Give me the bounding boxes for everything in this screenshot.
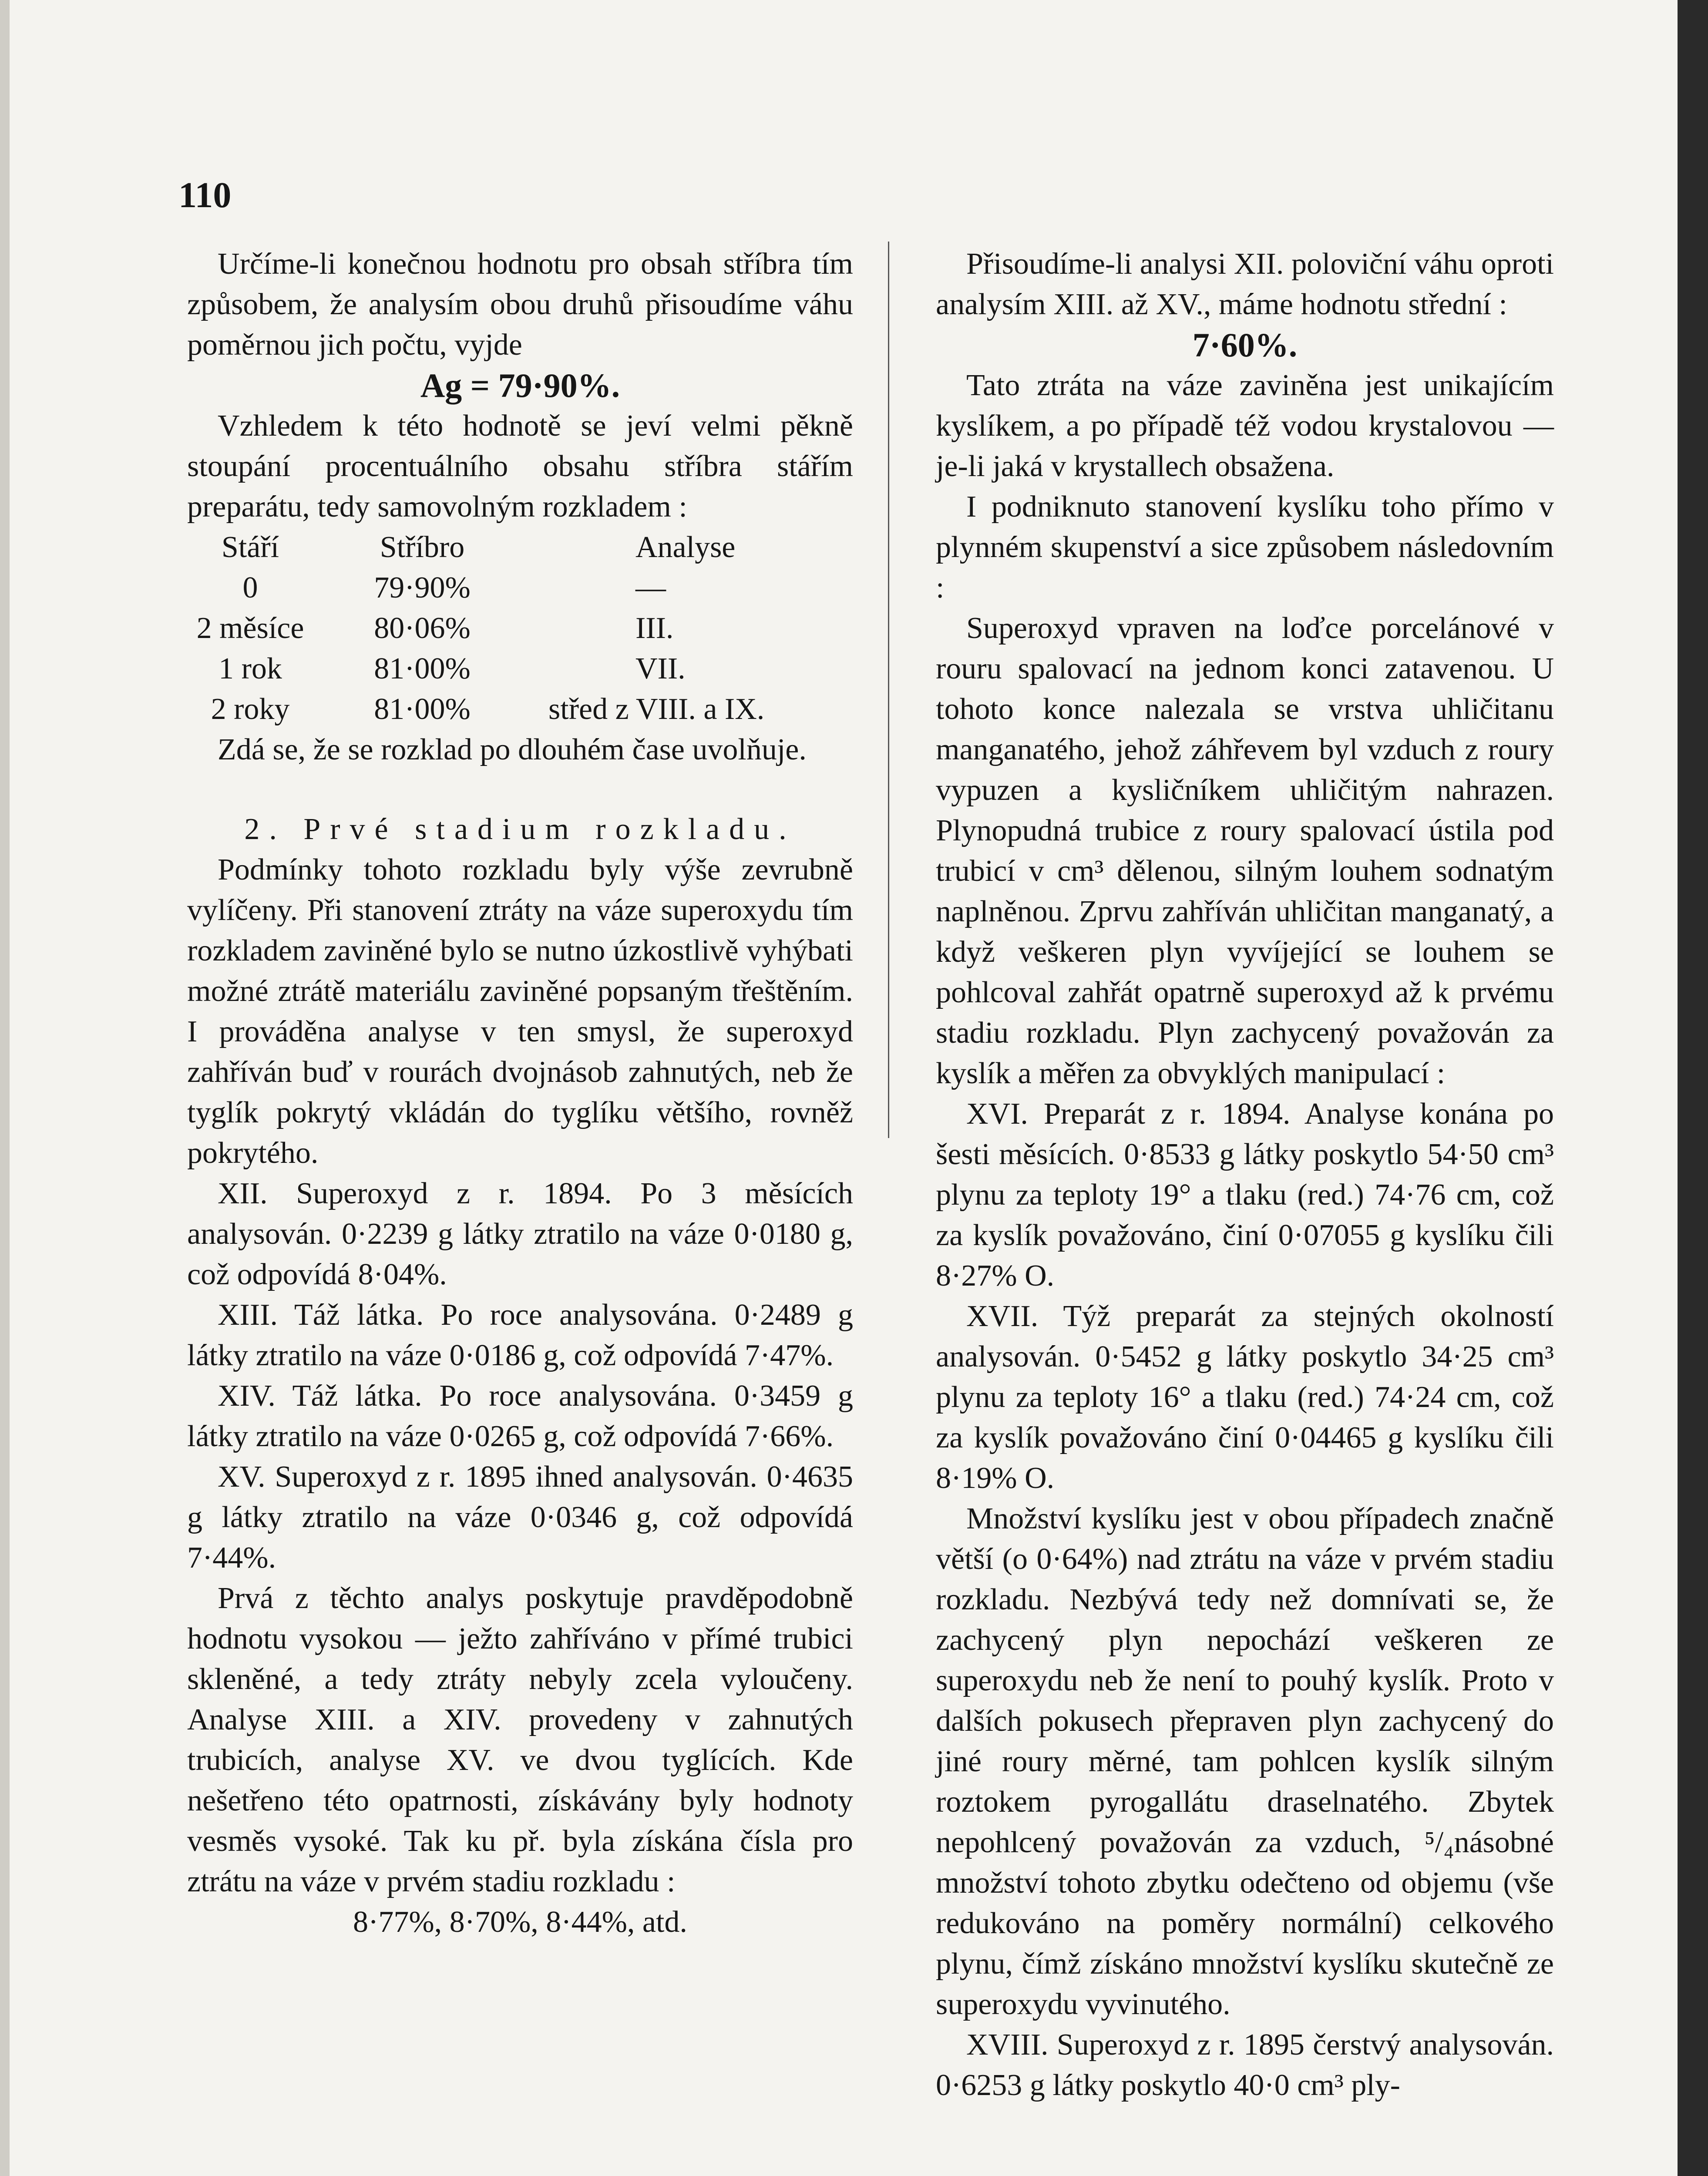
paragraph: Množství kyslíku jest v obou případech značně větší (o 0·64%) nad ztrátu na váze v prvém stadiu rozkladu. Nezbývá tedy než domnívati se, že zachycený plyn nepochází veškeren ze superoxydu neb že není to pouhý kyslík. Proto v dalších pokusech přepraven plyn zachycený do jiné roury měrné, tam pohlcen kyslík silným roztokem pyrogallátu draselnatého. Zbytek nepohlcený považován za vzduch, ⁵/₄násobné množství tohoto zbytku odečteno od objemu (vše redukováno na poměry normální) celkového plynu, čímž získáno množství kyslíku skutečně ze superoxydu vyvinutého. bbox=[936, 1502, 1554, 2021]
paragraph: XVI. Preparát z r. 1894. Analyse konána po šesti měsících. 0·8533 g látky poskytlo 54·50 cm³ plynu za teploty 19° a tlaku (red.) 74·76 cm, což za kyslík považováno, činí 0·07055 g kyslíku čili 8·27% O. bbox=[936, 1097, 1554, 1293]
paragraph: Zdá se, že se rozklad po dlouhém čase uvolňuje. bbox=[218, 733, 807, 766]
page-edge-right bbox=[1678, 0, 1708, 2176]
table-cell: VII. bbox=[635, 652, 686, 685]
paragraph: I podniknuto stanovení kyslíku toho přímo v plynném skupenství a sice způsobem následovním : bbox=[936, 490, 1554, 604]
table-cell: 0 bbox=[242, 571, 258, 604]
table-cell: 2 roky bbox=[211, 692, 290, 726]
paragraph: XII. Superoxyd z r. 1894. Po 3 měsících analysován. 0·2239 g látky ztratilo na váze 0·0180 g, což odpovídá 8·04%. bbox=[187, 1177, 853, 1291]
table-cell: 1 rok bbox=[219, 652, 282, 685]
table-header: Stáří bbox=[221, 531, 279, 564]
table-cell: střed z VIII. a IX. bbox=[548, 692, 765, 726]
page-number: 110 bbox=[178, 175, 232, 215]
table-header: Stříbro bbox=[380, 531, 465, 564]
table-cell: 81·00% bbox=[374, 652, 471, 685]
paragraph: XVII. Týž preparát za stejných okolností analysován. 0·5452 g látky poskytlo 34·25 cm³ plynu za teploty 16° a tlaku (red.) 74·24 cm, což za kyslík považováno činí 0·04465 g kyslíku čili 8·19% O. bbox=[936, 1300, 1554, 1495]
section-heading: 2. Prvé stadium rozkladu. bbox=[244, 813, 796, 846]
paragraph: XVIII. Superoxyd z r. 1895 čerstvý analysován. 0·6253 g látky poskytlo 40·0 cm³ ply- bbox=[936, 2028, 1554, 2102]
table-cell: 81·00% bbox=[374, 692, 471, 726]
paragraph: 8·77%, 8·70%, 8·44%, atd. bbox=[353, 1905, 687, 1939]
paragraph: Podmínky tohoto rozkladu byly výše zevrubně vylíčeny. Při stanovení ztráty na váze superoxydu tím rozkladem zaviněné bylo se nutno úzkostlivě vyhýbati možné ztrátě materiálu zaviněné popsaným třeštěním. I prováděna analyse v ten smysl, že superoxyd zahříván buď v rourách dvojnásob zahnutých, neb že tyglík pokrytý vkládán do tyglíku většího, rovněž pokrytého. bbox=[187, 853, 853, 1170]
paragraph: XIV. Táž látka. Po roce analysována. 0·3459 g látky ztratilo na váze 0·0265 g, což odpovídá 7·66%. bbox=[187, 1379, 853, 1453]
paragraph: Tato ztráta na váze zaviněna jest unikajícím kyslíkem, a po případě též vodou krystalovou — je-li jaká v krystallech obsažena. bbox=[936, 369, 1554, 483]
right-column bbox=[936, 244, 1554, 2105]
data-table bbox=[187, 527, 853, 729]
table-header: Analyse bbox=[635, 531, 736, 564]
page-edge-left bbox=[0, 0, 10, 2176]
column-divider bbox=[888, 242, 889, 1138]
paragraph: XIII. Táž látka. Po roce analysována. 0·2489 g látky ztratilo na váze 0·0186 g, což odpovídá 7·47%. bbox=[187, 1298, 853, 1372]
formula: Ag = 79·90%. bbox=[420, 366, 620, 404]
left-column bbox=[187, 244, 853, 1942]
table-cell: 2 měsíce bbox=[196, 611, 304, 645]
paragraph: Přisoudíme-li analysi XII. poloviční váhu oproti analysím XIII. až XV., máme hodnotu střední : bbox=[936, 247, 1554, 321]
table-cell: — bbox=[635, 571, 666, 604]
paragraph: Určíme-li konečnou hodnotu pro obsah stříbra tím způsobem, že analysím obou druhů přisoudíme váhu poměrnou jich počtu, vyjde bbox=[187, 247, 853, 362]
formula: 7·60%. bbox=[1192, 326, 1298, 364]
paragraph: XV. Superoxyd z r. 1895 ihned analysován. 0·4635 g látky ztratilo na váze 0·0346 g, což odpovídá 7·44%. bbox=[187, 1460, 853, 1575]
table-cell: 79·90% bbox=[374, 571, 471, 604]
paragraph: Vzhledem k této hodnotě se jeví velmi pěkně stoupání procentuálního obsahu stříbra stářím preparátu, tedy samovolným rozkladem : bbox=[187, 409, 853, 524]
paragraph: Prvá z těchto analys poskytuje pravděpodobně hodnotu vysokou — ježto zahříváno v přímé trubici skleněné, a tedy ztráty nebyly zcela vyloučeny. Analyse XIII. a XIV. provedeny v zahnutých trubicích, analyse XV. ve dvou tyglících. Kde nešetřeno této opatrnosti, získávány byly hodnoty vesměs vysoké. Tak ku př. byla získána čísla pro ztrátu na váze v prvém stadiu rozkladu : bbox=[187, 1582, 853, 1898]
table-cell: 80·06% bbox=[374, 611, 471, 645]
paragraph: Superoxyd vpraven na loďce porcelánové v rouru spalovací na jednom konci zatavenou. U tohoto konce nalezala se vrstva uhličitanu manganatého, jehož záhřevem byl vzduch z roury vypuzen a kysličníkem uhličitým nahrazen. Plynopudná trubice z roury spalovací ústila pod trubicí v cm³ dělenou, silným louhem sodnatým naplněnou. Zprvu zahříván uhličitan manganatý, a když veškeren plyn vyvíjející se louhem se pohlcoval zahřát opatrně superoxyd až k prvému stadiu rozkladu. Plyn zachycený považován za kyslík a měřen za obvyklých manipulací : bbox=[936, 611, 1554, 1090]
table-cell: III. bbox=[635, 611, 674, 645]
